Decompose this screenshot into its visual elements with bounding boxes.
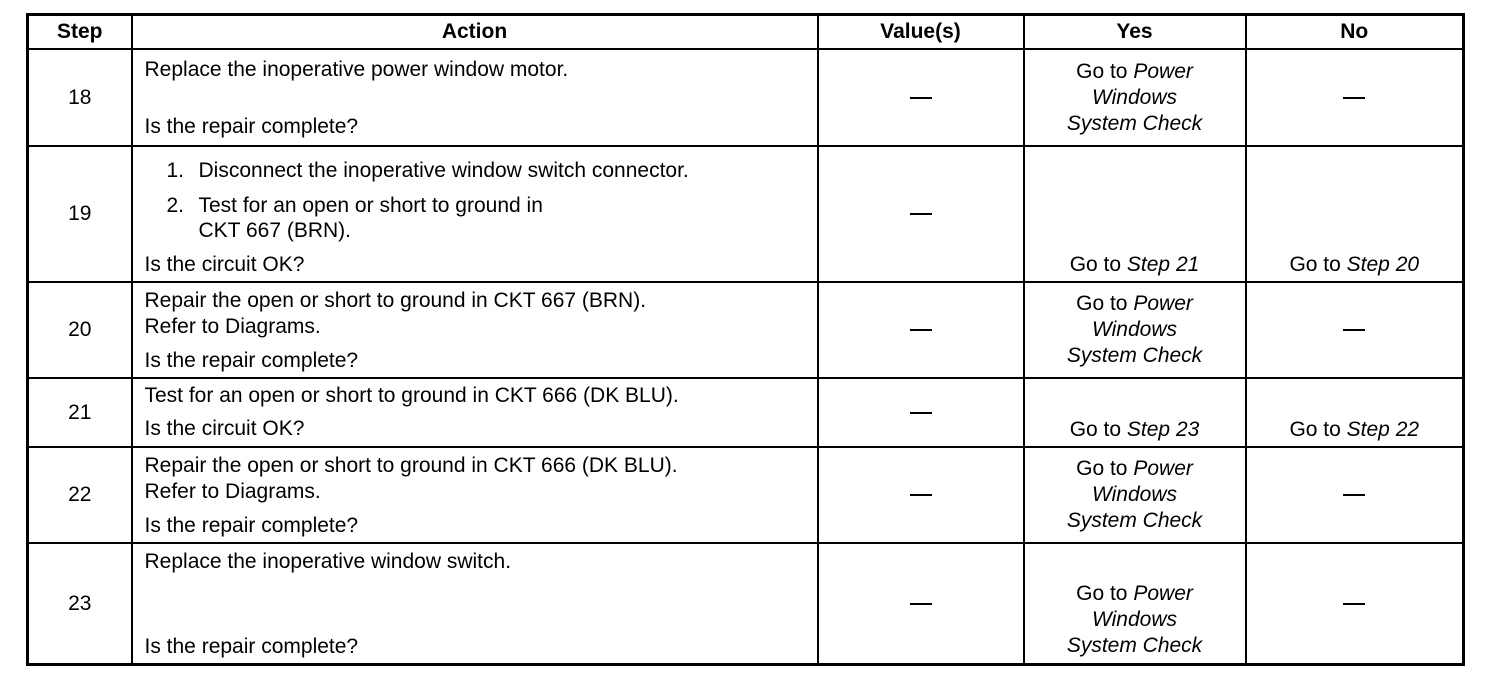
value-cell bbox=[818, 146, 1024, 282]
goto-target-link[interactable]: System Check bbox=[1066, 509, 1203, 532]
goto-text: Go to bbox=[1069, 253, 1122, 276]
diagnostic-table bbox=[26, 13, 1465, 666]
action-list-continuation: CKT 667 (BRN). bbox=[198, 219, 351, 242]
value-cell bbox=[818, 282, 1024, 378]
goto-text: Go to bbox=[1289, 418, 1341, 441]
dash-mark bbox=[1343, 603, 1365, 605]
goto-target-link[interactable]: Power bbox=[1133, 292, 1193, 315]
action-question: Is the repair complete? bbox=[144, 514, 359, 537]
no-cell bbox=[1246, 282, 1464, 378]
no-cell bbox=[1246, 378, 1464, 447]
goto-target-link[interactable]: Windows bbox=[1091, 608, 1177, 631]
dash-mark bbox=[910, 494, 932, 496]
step-number: 19 bbox=[28, 146, 132, 282]
no-cell bbox=[1246, 447, 1464, 543]
action-cell bbox=[132, 49, 818, 146]
dash-mark bbox=[1343, 97, 1365, 99]
table-row bbox=[28, 49, 1464, 146]
goto-step-link[interactable]: Step 22 bbox=[1346, 418, 1420, 441]
goto-step-link[interactable]: Step 23 bbox=[1126, 418, 1200, 441]
step-number: 20 bbox=[28, 282, 132, 378]
goto-text: Go to bbox=[1076, 582, 1128, 605]
table-row bbox=[28, 378, 1464, 447]
goto-target-link[interactable]: System Check bbox=[1066, 634, 1203, 657]
action-cell bbox=[132, 146, 818, 282]
step-number: 18 bbox=[28, 49, 132, 146]
action-question: Is the circuit OK? bbox=[144, 417, 305, 440]
goto-text: Go to bbox=[1076, 457, 1128, 480]
action-text: Refer to Diagrams. bbox=[144, 480, 321, 503]
yes-cell bbox=[1024, 49, 1246, 146]
goto-target-link[interactable]: Power bbox=[1133, 582, 1193, 605]
no-cell bbox=[1246, 543, 1464, 665]
action-text: Replace the inoperative power window motor. bbox=[144, 58, 569, 81]
goto-step-link[interactable]: Step 21 bbox=[1126, 253, 1200, 276]
step-number: 22 bbox=[28, 447, 132, 543]
table-row bbox=[28, 146, 1464, 282]
action-question: Is the repair complete? bbox=[144, 349, 359, 372]
dash-mark bbox=[910, 412, 932, 414]
action-cell bbox=[132, 282, 818, 378]
goto-step-link[interactable]: Step 20 bbox=[1346, 253, 1420, 276]
goto-text: Go to bbox=[1076, 59, 1128, 83]
action-list-item: 2. Test for an open or short to ground in bbox=[166, 194, 543, 217]
goto-target-link[interactable]: System Check bbox=[1066, 344, 1203, 367]
goto-text: Go to bbox=[1076, 292, 1128, 315]
dash-mark bbox=[1343, 494, 1365, 496]
goto-target-link[interactable]: Windows bbox=[1091, 483, 1177, 506]
yes-cell bbox=[1024, 447, 1246, 543]
step-number: 23 bbox=[28, 543, 132, 665]
yes-cell bbox=[1024, 282, 1246, 378]
header-yes: Yes bbox=[1024, 15, 1246, 50]
action-question: Is the circuit OK? bbox=[144, 253, 305, 276]
action-cell bbox=[132, 378, 818, 447]
action-question: Is the repair complete? bbox=[144, 635, 359, 658]
dash-mark bbox=[910, 329, 932, 331]
yes-cell bbox=[1024, 543, 1246, 665]
action-question: Is the repair complete? bbox=[144, 115, 359, 138]
header-values: Value(s) bbox=[818, 15, 1024, 50]
goto-target-link[interactable]: Power bbox=[1133, 457, 1193, 480]
action-text: Test for an open or short to ground in CKT 666 (DK BLU). bbox=[144, 384, 679, 407]
action-cell bbox=[132, 543, 818, 665]
header-no: No bbox=[1246, 15, 1464, 50]
goto-text: Go to bbox=[1069, 418, 1122, 441]
header-row bbox=[28, 15, 1464, 50]
header-step: Step bbox=[28, 15, 132, 50]
action-text: Replace the inoperative window switch. bbox=[144, 550, 512, 573]
step-number: 21 bbox=[28, 378, 132, 447]
value-cell bbox=[818, 447, 1024, 543]
action-list-item: 1. Disconnect the inoperative window switch connector. bbox=[166, 159, 689, 182]
goto-target-link[interactable]: Windows bbox=[1091, 318, 1177, 341]
dash-mark bbox=[910, 97, 932, 99]
header-action: Action bbox=[132, 15, 818, 50]
goto-text: Go to bbox=[1289, 253, 1341, 276]
dash-mark bbox=[1343, 329, 1365, 331]
goto-target-link[interactable]: System Check bbox=[1066, 111, 1203, 135]
goto-target-link[interactable]: Windows bbox=[1091, 85, 1177, 109]
table-row bbox=[28, 543, 1464, 665]
action-cell bbox=[132, 447, 818, 543]
table-row bbox=[28, 282, 1464, 378]
action-text: Repair the open or short to ground in CKT 666 (DK BLU). bbox=[144, 454, 678, 477]
yes-cell bbox=[1024, 378, 1246, 447]
yes-cell bbox=[1024, 146, 1246, 282]
no-cell bbox=[1246, 146, 1464, 282]
no-cell bbox=[1246, 49, 1464, 146]
dash-mark bbox=[910, 603, 932, 605]
value-cell bbox=[818, 543, 1024, 665]
goto-target-link[interactable]: Power bbox=[1133, 59, 1193, 83]
action-text: Refer to Diagrams. bbox=[144, 315, 321, 338]
value-cell bbox=[818, 378, 1024, 447]
table-row bbox=[28, 447, 1464, 543]
value-cell bbox=[818, 49, 1024, 146]
action-text: Repair the open or short to ground in CKT 667 (BRN). bbox=[144, 289, 647, 312]
dash-mark bbox=[910, 213, 932, 215]
